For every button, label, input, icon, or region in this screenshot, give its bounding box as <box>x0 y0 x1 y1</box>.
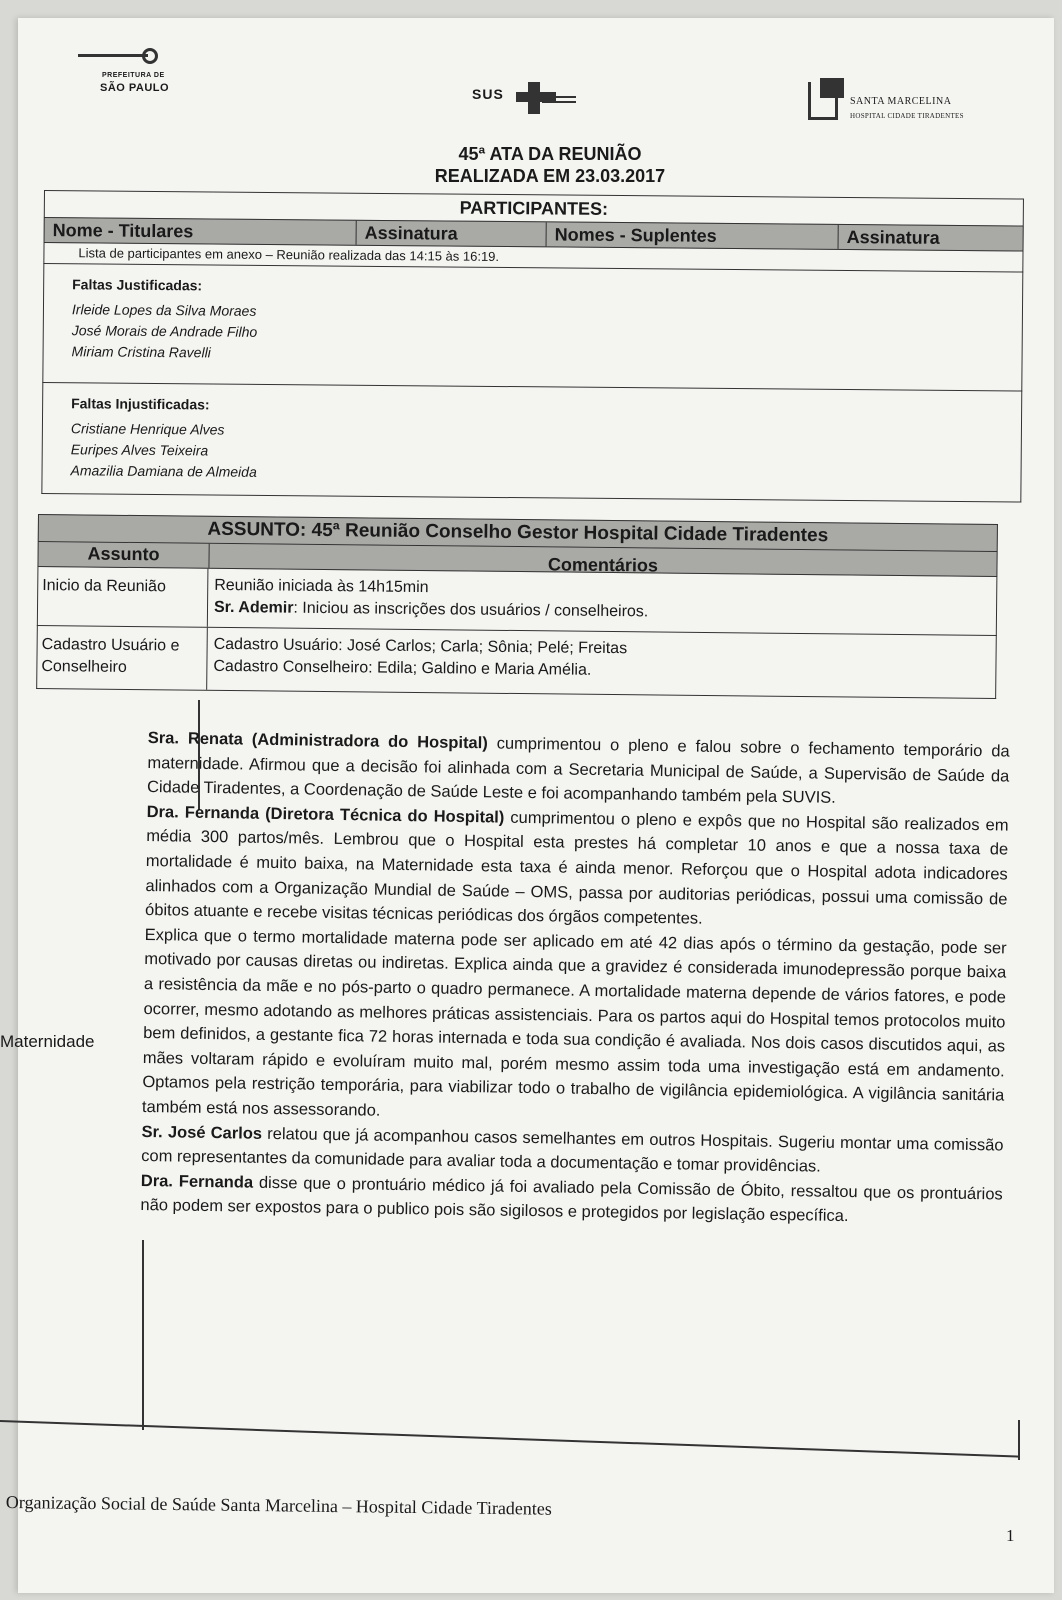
comment-text: cumprimentou o pleno e expôs que no Hospital são realizados em média 300 partos/mês. Lembrou que o Hospital esta prestes há completar 10 anos e que a nossa taxa de mortalidade é muito baixa, na Maternidade esta taxa é ainda menor. Reforçou que o Hospital adota indicadores alinhados com a Organização Mundial de Saúde – OMS, passa por auditorias periódicas, possui uma comissão de óbitos atuante e recebe visitas técnicas periódicas dos órgãos competentes. <box>144 808 1009 928</box>
sus-logo-text: SUS <box>472 86 504 102</box>
col-titulares: Nome - Titulares <box>45 218 357 245</box>
sus-logo <box>472 82 582 114</box>
document-title-line1: 45ª ATA DA REUNIÃO <box>458 144 642 164</box>
topic-cell: Inicio da Reunião <box>38 567 209 627</box>
col-assinatura-2: Assinatura <box>846 227 940 248</box>
divider <box>142 1240 144 1430</box>
logo-right-line1: SANTA MARCELINA <box>850 96 952 107</box>
santa-marcelina-logo <box>808 78 1008 126</box>
comment-cell <box>208 569 997 635</box>
table-row <box>36 626 997 699</box>
speaker-name: Sr. José Carlos <box>141 1122 263 1143</box>
faltas-injustificadas-block <box>41 383 1022 503</box>
comment-text: relatou que já acompanhou casos semelhantes em outros Hospitais. Sugeriu montar uma comissão com representantes da comunidade para avaliar toda a documentação e tomar providências. <box>141 1124 1004 1176</box>
speaker-name: Dra. Fernanda <box>140 1171 254 1192</box>
col-comentarios: Comentários <box>547 554 659 576</box>
speaker-name: Dra. Fernanda (Diretora Técnica do Hospital) <box>146 802 505 827</box>
list-item: Cristiane Henrique Alves <box>70 420 225 438</box>
list-item: Miriam Cristina Ravelli <box>71 343 211 361</box>
list-item: José Morais de Andrade Filho <box>71 322 258 340</box>
divider <box>1018 1420 1020 1460</box>
comment-text: disse que o prontuário médico já foi avaliado pela Comissão de Óbito, ressaltou que os prontuários não podem ser expostos para o publico pois são sigilosos e protegidos por legislação específica. <box>140 1173 1003 1226</box>
maternidade-comments <box>140 726 1010 1231</box>
list-item: Irleide Lopes da Silva Moraes <box>71 301 257 319</box>
comment-text: : Iniciou as inscrições dos usuários / conselheiros. <box>293 599 649 621</box>
comment-paragraph <box>147 726 1010 813</box>
comment-cell <box>207 628 996 698</box>
maternidade-topic: Maternidade <box>0 1032 95 1051</box>
comment-line: Cadastro Usuário: José Carlos; Carla; Sônia; Pelé; Freitas <box>213 635 628 658</box>
col-suplentes: Nomes - Suplentes <box>547 222 839 249</box>
assunto-table <box>36 514 998 699</box>
list-item: Euripes Alves Teixeira <box>70 441 209 459</box>
prefeitura-logo <box>78 48 188 104</box>
comment-paragraph <box>145 800 1009 936</box>
speaker-name: Sra. Renata (Administradora do Hospital) <box>147 728 488 753</box>
participants-title: PARTICIPANTES: <box>44 190 1024 226</box>
logo-left-small-text: PREFEITURA DE <box>102 72 165 79</box>
participants-table <box>41 190 1024 503</box>
faltas-justificadas-block <box>42 264 1023 392</box>
logo-right-line2: HOSPITAL CIDADE TIRADENTES <box>850 112 964 120</box>
topic-cell: Cadastro Usuário e Conselheiro <box>37 626 208 690</box>
footer-organization: Organização Social de Saúde Santa Marcelina – Hospital Cidade Tiradentes <box>5 1492 552 1519</box>
comment-line: Cadastro Conselheiro: Edila; Galdino e Maria Amélia. <box>213 657 592 679</box>
list-item: Amazilia Damiana de Almeida <box>70 462 257 480</box>
speaker-name: Sr. Ademir <box>213 598 294 617</box>
logo-left-big-text: SÃO PAULO <box>100 82 170 94</box>
comment-line: Reunião iniciada às 14h15min <box>214 576 429 597</box>
faltas-justificadas-label: Faltas Justificadas: <box>72 276 203 294</box>
table-row <box>37 567 998 636</box>
col-assunto: Assunto <box>38 542 209 568</box>
document-title-line2: REALIZADA EM 23.03.2017 <box>434 166 666 186</box>
assunto-title: ASSUNTO: 45ª Reunião Conselho Gestor Hospital Cidade Tiradentes <box>38 514 998 551</box>
page-number: 1 <box>1006 1526 1015 1545</box>
faltas-injustificadas-label: Faltas Injustificadas: <box>71 395 210 413</box>
col-assinatura-1: Assinatura <box>357 221 547 247</box>
participants-anexo-note: Lista de participantes em anexo – Reunião realizada das 14:15 às 16:19. <box>43 243 1023 273</box>
comment-paragraph: Explica que o termo mortalidade materna pode ser aplicado em até 42 dias após o término da gestação, pode ser motivado por causas diretas ou indiretas. Explica ainda que a gravidez é considerada imunodepressão porque baixa a resistência da mãe e no pós-parto o quadro permanece. A mortalidade materna depende de vários fatores, e pode ocorrer, mesmo adotando as melhores práticas assistenciais. Para os partos aqui do Hospital temos protocolos muito bem definidos, a gestante fica 72 horas internada e toda sua condição é avaliada. Nos dois casos discutidos aqui, as mães voltaram rápido e evoluíram muito mal, porém mesmo assim toda uma investigação está em andamento. Optamos pela restrição temporária, para viabilizar todo o trabalho de vigilância epidemiológica. A vigilância sanitária também está nos assessorando. <box>141 925 1007 1120</box>
comment-text: cumprimentou o pleno e falou sobre o fechamento temporário da maternidade. Afirmou que a decisão foi alinhada com a Secretaria Municipal de Saúde, a Supervisão de Saúde da Cidade Tiradentes, a Coordenação de Saúde Leste e foi acompanhando também pela SUVIS. <box>146 734 1010 807</box>
